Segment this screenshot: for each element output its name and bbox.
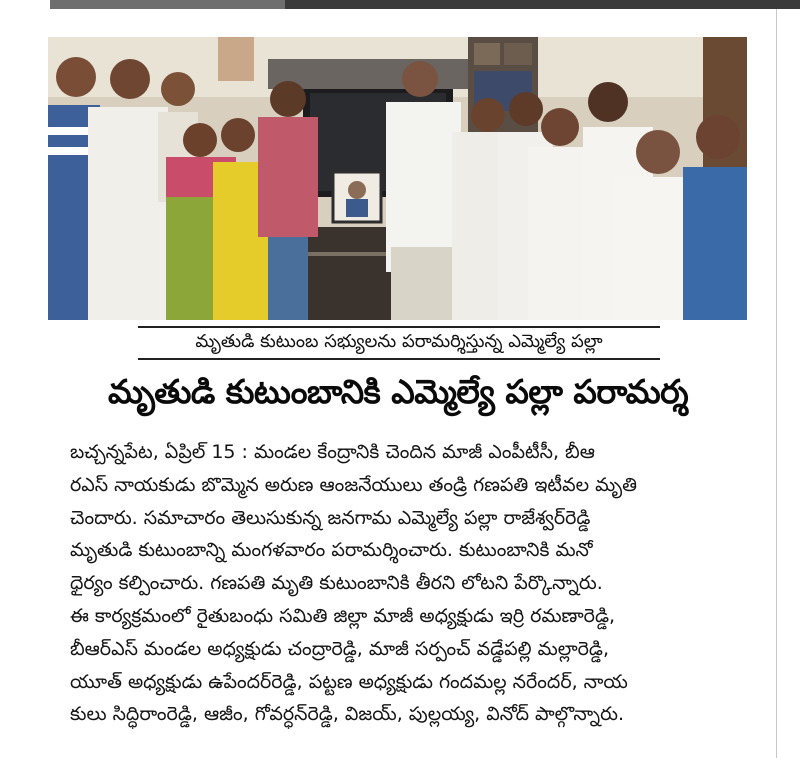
- body-line: రఎస్ నాయకుడు బొమ్మెన అరుణ ఆంజనేయులు తండ్రి గణపతి ఇటీవల మృతి: [70, 473, 637, 496]
- body-line: బచ్చన్నపేట, ఏప్రిల్ 15 : మండల కేంద్రానికి చెందిన మాజీ ఎంపీటీసీ, బీఆ: [70, 441, 595, 463]
- article-body: [70, 436, 760, 731]
- photo-caption: మృతుడి కుటుంబ సభ్యులను పరామర్శిస్తున్న ఎమ్మెల్యే పల్లా: [195, 330, 603, 352]
- body-line: ధైర్యం కల్పించారు. గణపతి మృతి కుటుంబానికి తీరని లోటని పేర్కొన్నారు.: [70, 572, 603, 595]
- body-line: ఈ కార్యక్రమంలో రైతుబంధు సమితి జిల్లా మాజీ అధ్యక్షుడు ఇర్రి రమణారెడ్డి,: [70, 604, 616, 627]
- page-top-bar-right: [285, 0, 800, 9]
- article-headline: మృతుడి కుటుంబానికి ఎమ్మెల్యే పల్లా పరామర్శ: [107, 371, 689, 411]
- body-line: బీఆర్ఎస్ మండల అధ్యక్షుడు చంద్రారెడ్డి, మాజీ సర్పంచ్ వడ్డేపల్లి మల్లారెడ్డి,: [70, 637, 609, 660]
- photo-caption-box: [138, 326, 660, 360]
- body-line: చెందారు. సమాచారం తెలుసుకున్న జనగామ ఎమ్మెల్యే పల్లా రాజేశ్వర్‌రెడ్డి: [70, 506, 591, 529]
- body-line: మృతుడి కుటుంబాన్ని మంగళవారం పరామర్శించారు. కుటుంబానికి మనో: [70, 539, 593, 562]
- body-line: యూత్ అధ్యక్షుడు ఉపేందర్‌రెడ్డి, పట్టణ అధ్యక్షుడు గందమల్ల నరేందర్, నాయ: [70, 670, 628, 693]
- body-line: కులు సిద్ధిరాంరెడ్డి, ఆజీం, గోవర్ధన్‌రెడ్డి, విజయ్, పుల్లయ్య, వినోద్ పాల్గొన్నారు.: [70, 703, 625, 726]
- news-photo: [48, 37, 747, 320]
- column-divider: [776, 9, 777, 758]
- page-top-bar-left: [50, 0, 285, 9]
